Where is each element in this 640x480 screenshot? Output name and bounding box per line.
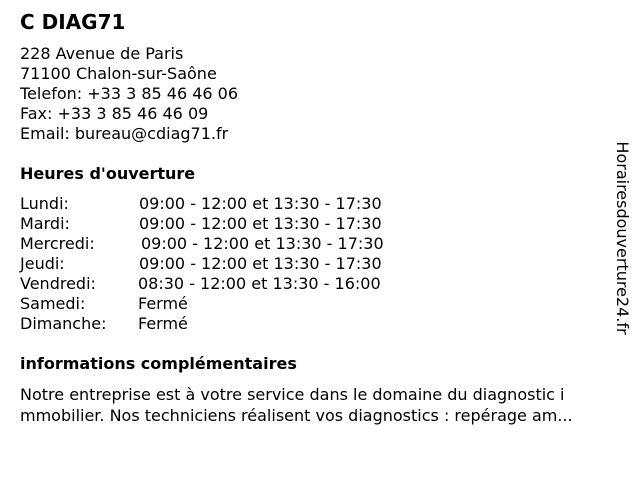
day-hours: Fermé	[138, 314, 188, 333]
site-watermark: Horairesdouverture24.fr	[613, 141, 632, 335]
day-label: Mercredi:	[20, 234, 95, 253]
day-label: Samedi:	[20, 294, 86, 313]
address-street: 228 Avenue de Paris	[20, 44, 184, 63]
day-label: Lundi:	[20, 194, 69, 213]
day-label: Jeudi:	[20, 254, 65, 273]
day-label: Mardi:	[20, 214, 70, 233]
description-line: mmobilier. Nos techniciens réalisent vos diagnostics : repérage am...	[20, 406, 573, 425]
contact-block	[20, 44, 238, 144]
business-description	[20, 384, 625, 426]
email-line: Email: bureau@cdiag71.fr	[20, 124, 229, 143]
day-label: Vendredi:	[20, 274, 96, 293]
day-hours: 09:00 - 12:00 et 13:30 - 17:30	[139, 194, 382, 213]
business-name: C DIAG71	[20, 10, 126, 34]
day-hours: 09:00 - 12:00 et 13:30 - 17:30	[141, 234, 384, 253]
address-city: 71100 Chalon-sur-Saône	[20, 64, 217, 83]
day-hours: Fermé	[138, 294, 188, 313]
day-hours: 08:30 - 12:00 et 13:30 - 16:00	[138, 274, 381, 293]
day-label: Dimanche:	[20, 314, 107, 333]
description-line: Notre entreprise est à votre service dans le domaine du diagnostic i	[20, 385, 565, 404]
day-hours: 09:00 - 12:00 et 13:30 - 17:30	[139, 254, 382, 273]
day-hours: 09:00 - 12:00 et 13:30 - 17:30	[139, 214, 382, 233]
additional-info-heading: informations complémentaires	[20, 354, 297, 373]
phone-line: Telefon: +33 3 85 46 46 06	[20, 84, 239, 103]
opening-hours-heading: Heures d'ouverture	[20, 164, 196, 183]
fax-line: Fax: +33 3 85 46 46 09	[20, 104, 209, 123]
